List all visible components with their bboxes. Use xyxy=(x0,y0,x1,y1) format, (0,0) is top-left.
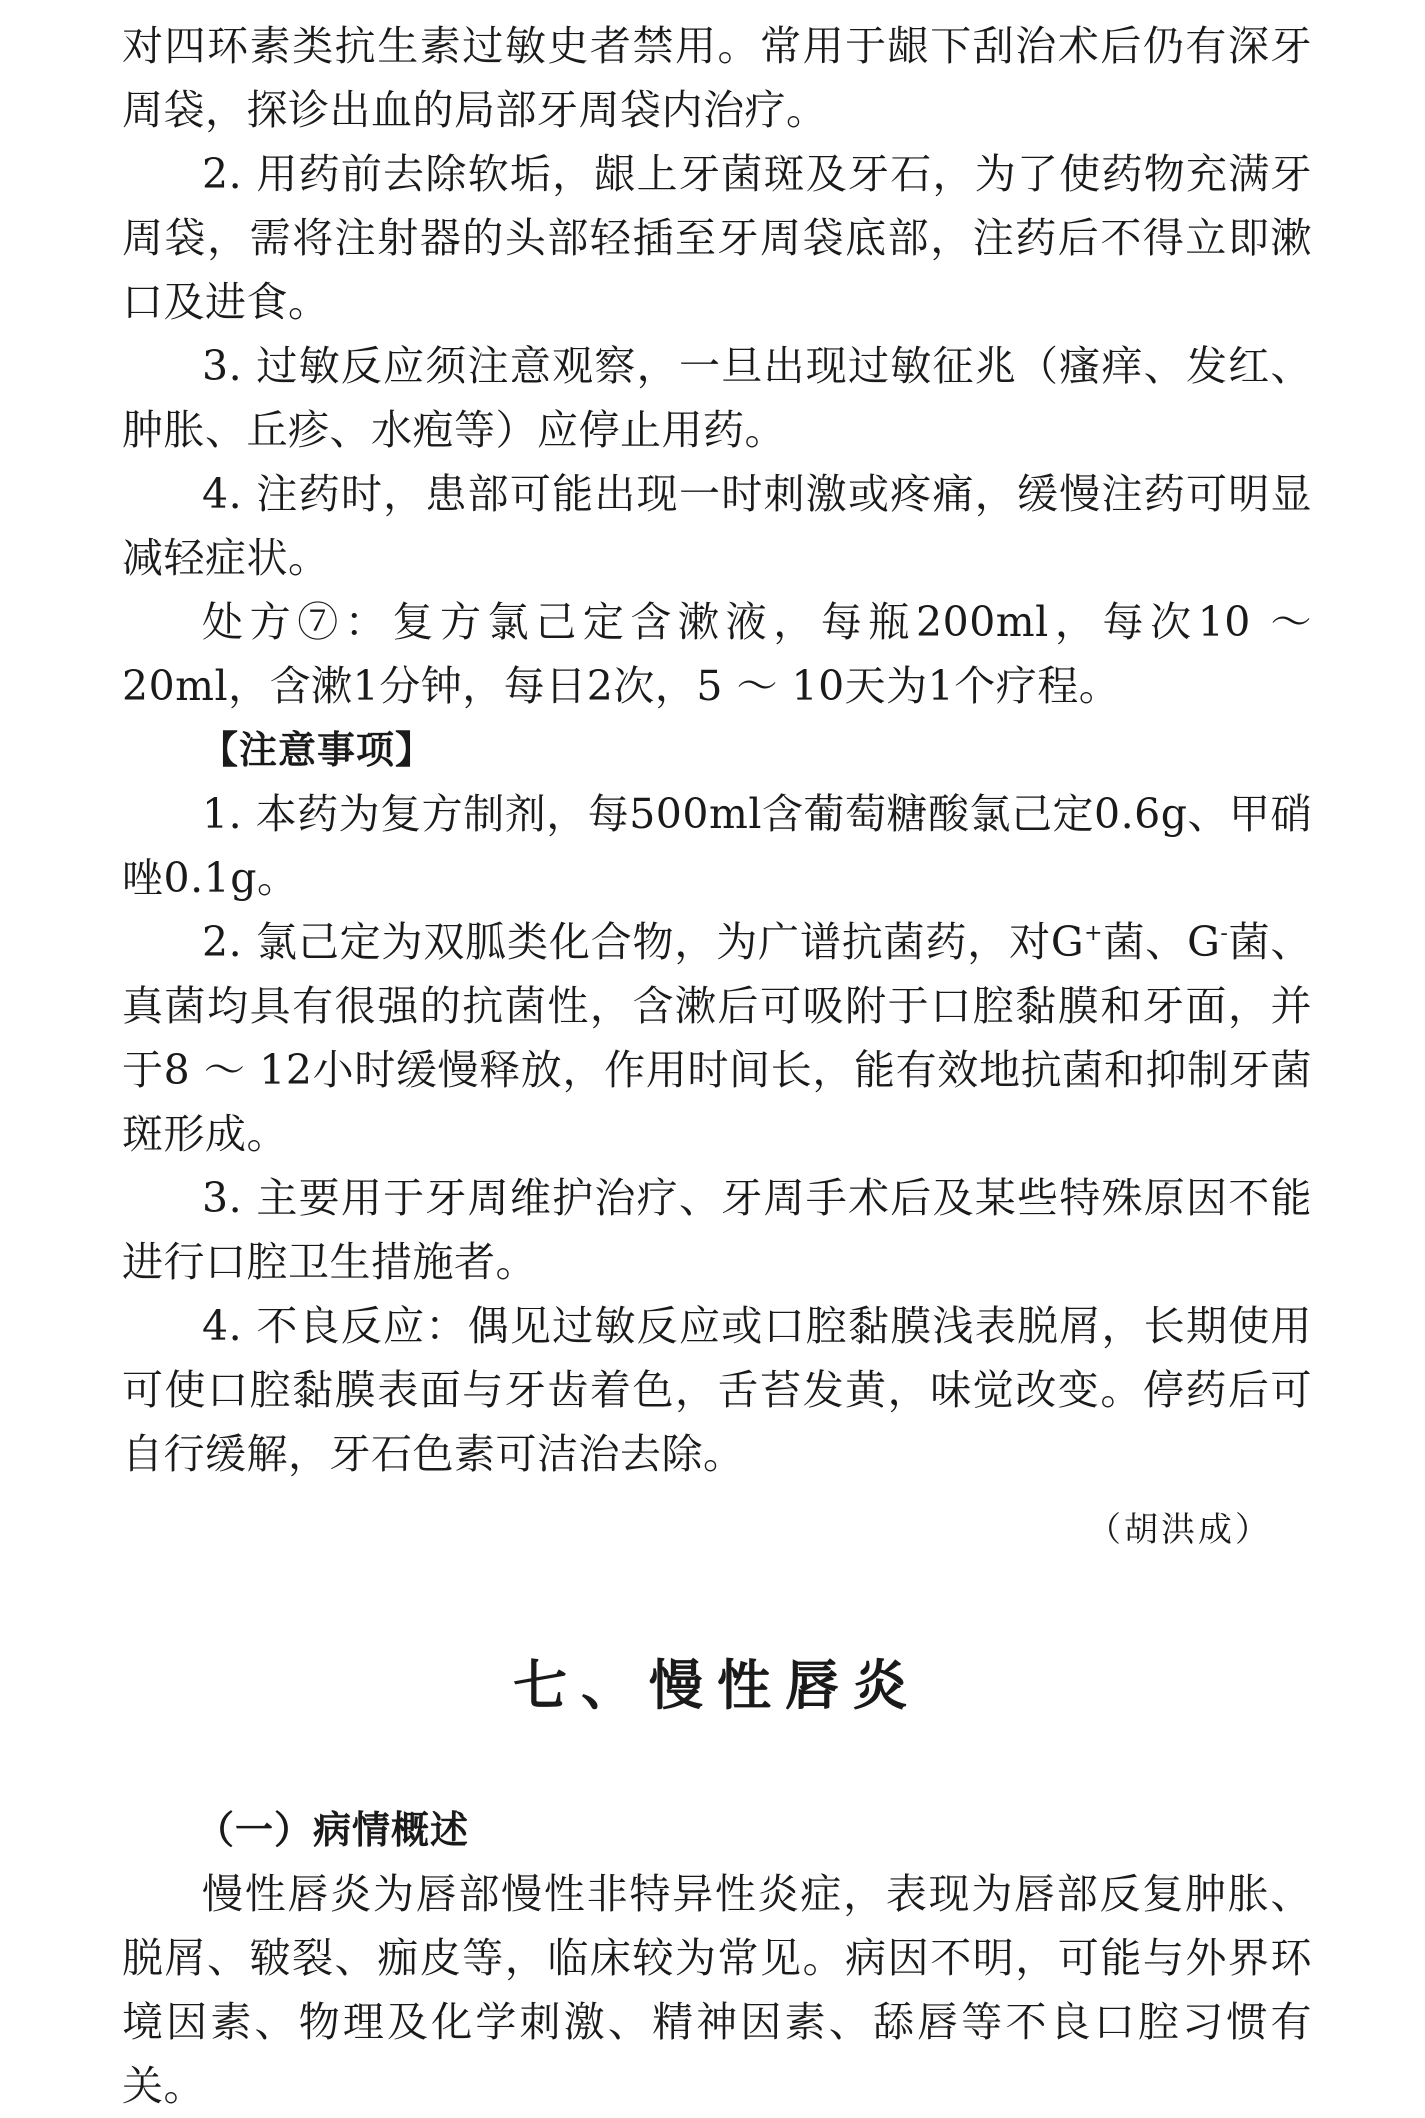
author-signature: （胡洪成） xyxy=(1087,1510,1272,1550)
note-item-4: 4. 不良反应：偶见过敏反应或口腔黏膜浅表脱屑，长期使用可使口腔黏膜表面与牙齿着色，舌苔发黄，味觉改变。停药后可自行缓解，牙石色素可洁治去除。 xyxy=(122,1302,1312,1478)
note-item-2-text-c: 菌、真菌均具有很强的抗菌性，含漱后可吸附于口腔黏膜和牙面，并于8 ～ 12小时缓慢释放，作用时间长，能有效地抗菌和抑制牙菌斑形成。 xyxy=(122,918,1313,1158)
paragraph-point-4: 4. 注药时，患部可能出现一时刺激或疼痛，缓慢注药可明显减轻症状。 xyxy=(122,470,1312,582)
paragraph-point-2: 2. 用药前去除软垢，龈上牙菌斑及牙石，为了使药物充满牙周袋，需将注射器的头部轻插至牙周袋底部，注药后不得立即漱口及进食。 xyxy=(122,150,1312,326)
section-paragraph: 慢性唇炎为唇部慢性非特异性炎症，表现为唇部反复肿胀、脱屑、皲裂、痂皮等，临床较为常见。病因不明，可能与外界环境因素、物理及化学刺激、精神因素、舔唇等不良口腔习惯有关。 xyxy=(122,1870,1312,2110)
note-item-2 xyxy=(122,910,1312,1166)
section-heading: （一）病情概述 xyxy=(196,1808,470,1852)
gram-negative-superscript: - xyxy=(1220,921,1229,946)
note-item-2-text-b: 菌、G xyxy=(1103,918,1221,966)
notes-heading: 【注意事项】 xyxy=(200,728,435,772)
chapter-title: 七、慢性唇炎 xyxy=(513,1654,921,1717)
gram-positive-superscript: + xyxy=(1084,921,1104,946)
paragraph-contraindication: 对四环素类抗生素过敏史者禁用。常用于龈下刮治术后仍有深牙周袋，探诊出血的局部牙周袋内治疗。 xyxy=(122,22,1312,134)
note-item-1: 1. 本药为复方制剂，每500ml含葡萄糖酸氯己定0.6g、甲硝唑0.1g。 xyxy=(122,790,1312,902)
note-item-3: 3. 主要用于牙周维护治疗、牙周手术后及某些特殊原因不能进行口腔卫生措施者。 xyxy=(122,1174,1312,1286)
document-page xyxy=(122,14,1312,2118)
paragraph-point-3: 3. 过敏反应须注意观察，一旦出现过敏征兆（瘙痒、发红、肿胀、丘疹、水疱等）应停止用药。 xyxy=(122,342,1312,454)
paragraph-prescription-7: 处方⑦：复方氯己定含漱液，每瓶200ml，每次10 ～ 20ml，含漱1分钟，每日2次，5 ～ 10天为1个疗程。 xyxy=(122,598,1312,710)
note-item-2-text-a: 2. 氯己定为双胍类化合物，为广谱抗菌药，对G xyxy=(202,918,1085,966)
